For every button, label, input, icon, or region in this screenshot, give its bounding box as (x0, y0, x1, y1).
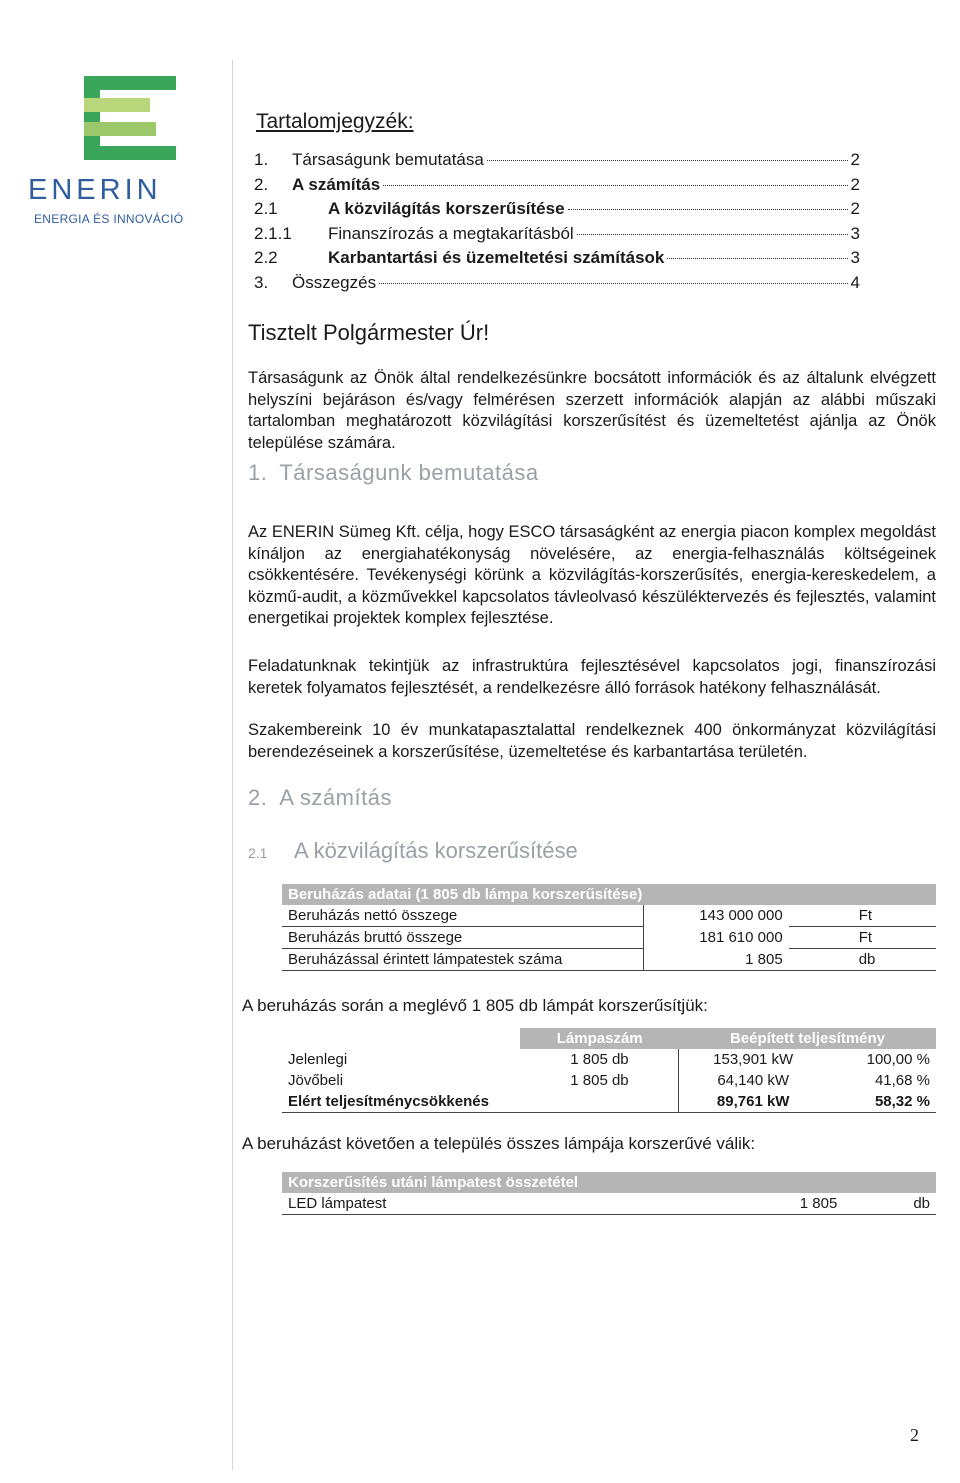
enerin-logo (0, 76, 232, 226)
toc-item[interactable]: 2.2 Karbantartási és üzemeltetési számítások 3 (254, 248, 860, 268)
table-row: Jelenlegi 1 805 db 153,901 kW 100,00 % (288, 1051, 930, 1068)
section-1-paragraph-1: Az ENERIN Sümeg Kft. célja, hogy ESCO társaságként az energia piacon komplex megoldást kínáljon az energiahatékonyság növelésére, az energia-felhasználás költségeinek csökkentésére. Tevékenységi körünk a közvilágítás-korszerűsítés, energia-kereskedelem, a közmű-audit, a közművekkel kapcsolatos távleolvasó készüléktervezés és fejlesztés, valamint energetikai projektek komplex fejlesztése. (248, 523, 936, 627)
section-1-paragraph-3: Szakembereink 10 év munkatapasztalattal rendelkeznek 400 önkormányzat közvilágítási berendezéseinek a korszerűsítése, üzemeltetése és karbantartása területén. (248, 721, 936, 761)
margin-line (232, 60, 233, 1470)
enerin-logo-mark (84, 76, 176, 160)
post-upgrade-lead: A beruházást követően a település összes lámpája korszerűvé válik: (242, 1134, 756, 1153)
table-row: Beruházás nettó összege 143 000 000 Ft (282, 905, 936, 927)
lampaszam-header: Lámpaszám (520, 1028, 679, 1049)
page-number: 2 (910, 1425, 919, 1445)
section-2-heading: 2. A számítás (248, 785, 392, 810)
toc-item[interactable]: 3. Összegzés 4 (254, 272, 860, 292)
investment-table (282, 884, 936, 971)
lamp-power-table (282, 1028, 936, 1113)
logo-wordmark: ENERIN (28, 174, 162, 206)
toc-item[interactable]: 2. A számítás 2 (254, 174, 860, 194)
lamp-upgrade-lead: A beruházás során a meglévő 1 805 db lámpát korszerűsítjük: (242, 996, 708, 1015)
section-1-paragraph-2: Feladatunknak tekintjük az infrastruktúra fejlesztésével kapcsolatos jogi, finanszírozási keretek folyamatos fejlesztését, a rendelkezésre álló források hatékony felhasználását. (248, 657, 936, 697)
section-2-1-heading: 2.1 A közvilágítás korszerűsítése (248, 838, 578, 863)
post-upgrade-table-header: Korszerűsítés utáni lámpatest összetétel (282, 1172, 936, 1193)
table-row: LED lámpatest 1 805 db (282, 1193, 936, 1215)
toc-title: Tartalomjegyzék: (256, 110, 414, 133)
toc-item[interactable]: 2.1 A közvilágítás korszerűsítése 2 (254, 199, 860, 219)
teljesitmeny-header: Beépített teljesítmény (679, 1028, 936, 1049)
table-row: Elért teljesítménycsökkenés 89,761 kW 58,32 % (282, 1091, 936, 1113)
table-row: Jövőbeli 1 805 db 64,140 kW 41,68 % (288, 1072, 930, 1089)
toc-item[interactable]: 1. Társaságunk bemutatása 2 (254, 150, 860, 169)
table-row: Beruházással érintett lámpatestek száma 1 805 db (282, 949, 936, 971)
logo-subtitle: ENERGIA ÉS INNOVÁCIÓ (34, 212, 184, 226)
table-row: Beruházás bruttó összege 181 610 000 Ft (282, 927, 936, 949)
post-upgrade-table (282, 1172, 936, 1215)
toc-item[interactable]: 2.1.1 Finanszírozás a megtakarításból 3 (254, 223, 860, 243)
section-1-heading: 1. Társaságunk bemutatása (248, 460, 539, 485)
intro-paragraph: Társaságunk az Önök által rendelkezésünkre bocsátott információk és az általunk elvégzett helyszíni bejáráson és/vagy felmérésen szerzett információk alapján az alábbi műszaki tartalomban meghatározott közvilágítási korszerűsítést és üzemeltetést ajánlja az Önök települése számára. (248, 369, 936, 452)
investment-table-header: Beruházás adatai (1 805 db lámpa korszerűsítése) (282, 884, 936, 905)
greeting: Tisztelt Polgármester Úr! (248, 320, 490, 345)
table-of-contents (254, 150, 860, 298)
